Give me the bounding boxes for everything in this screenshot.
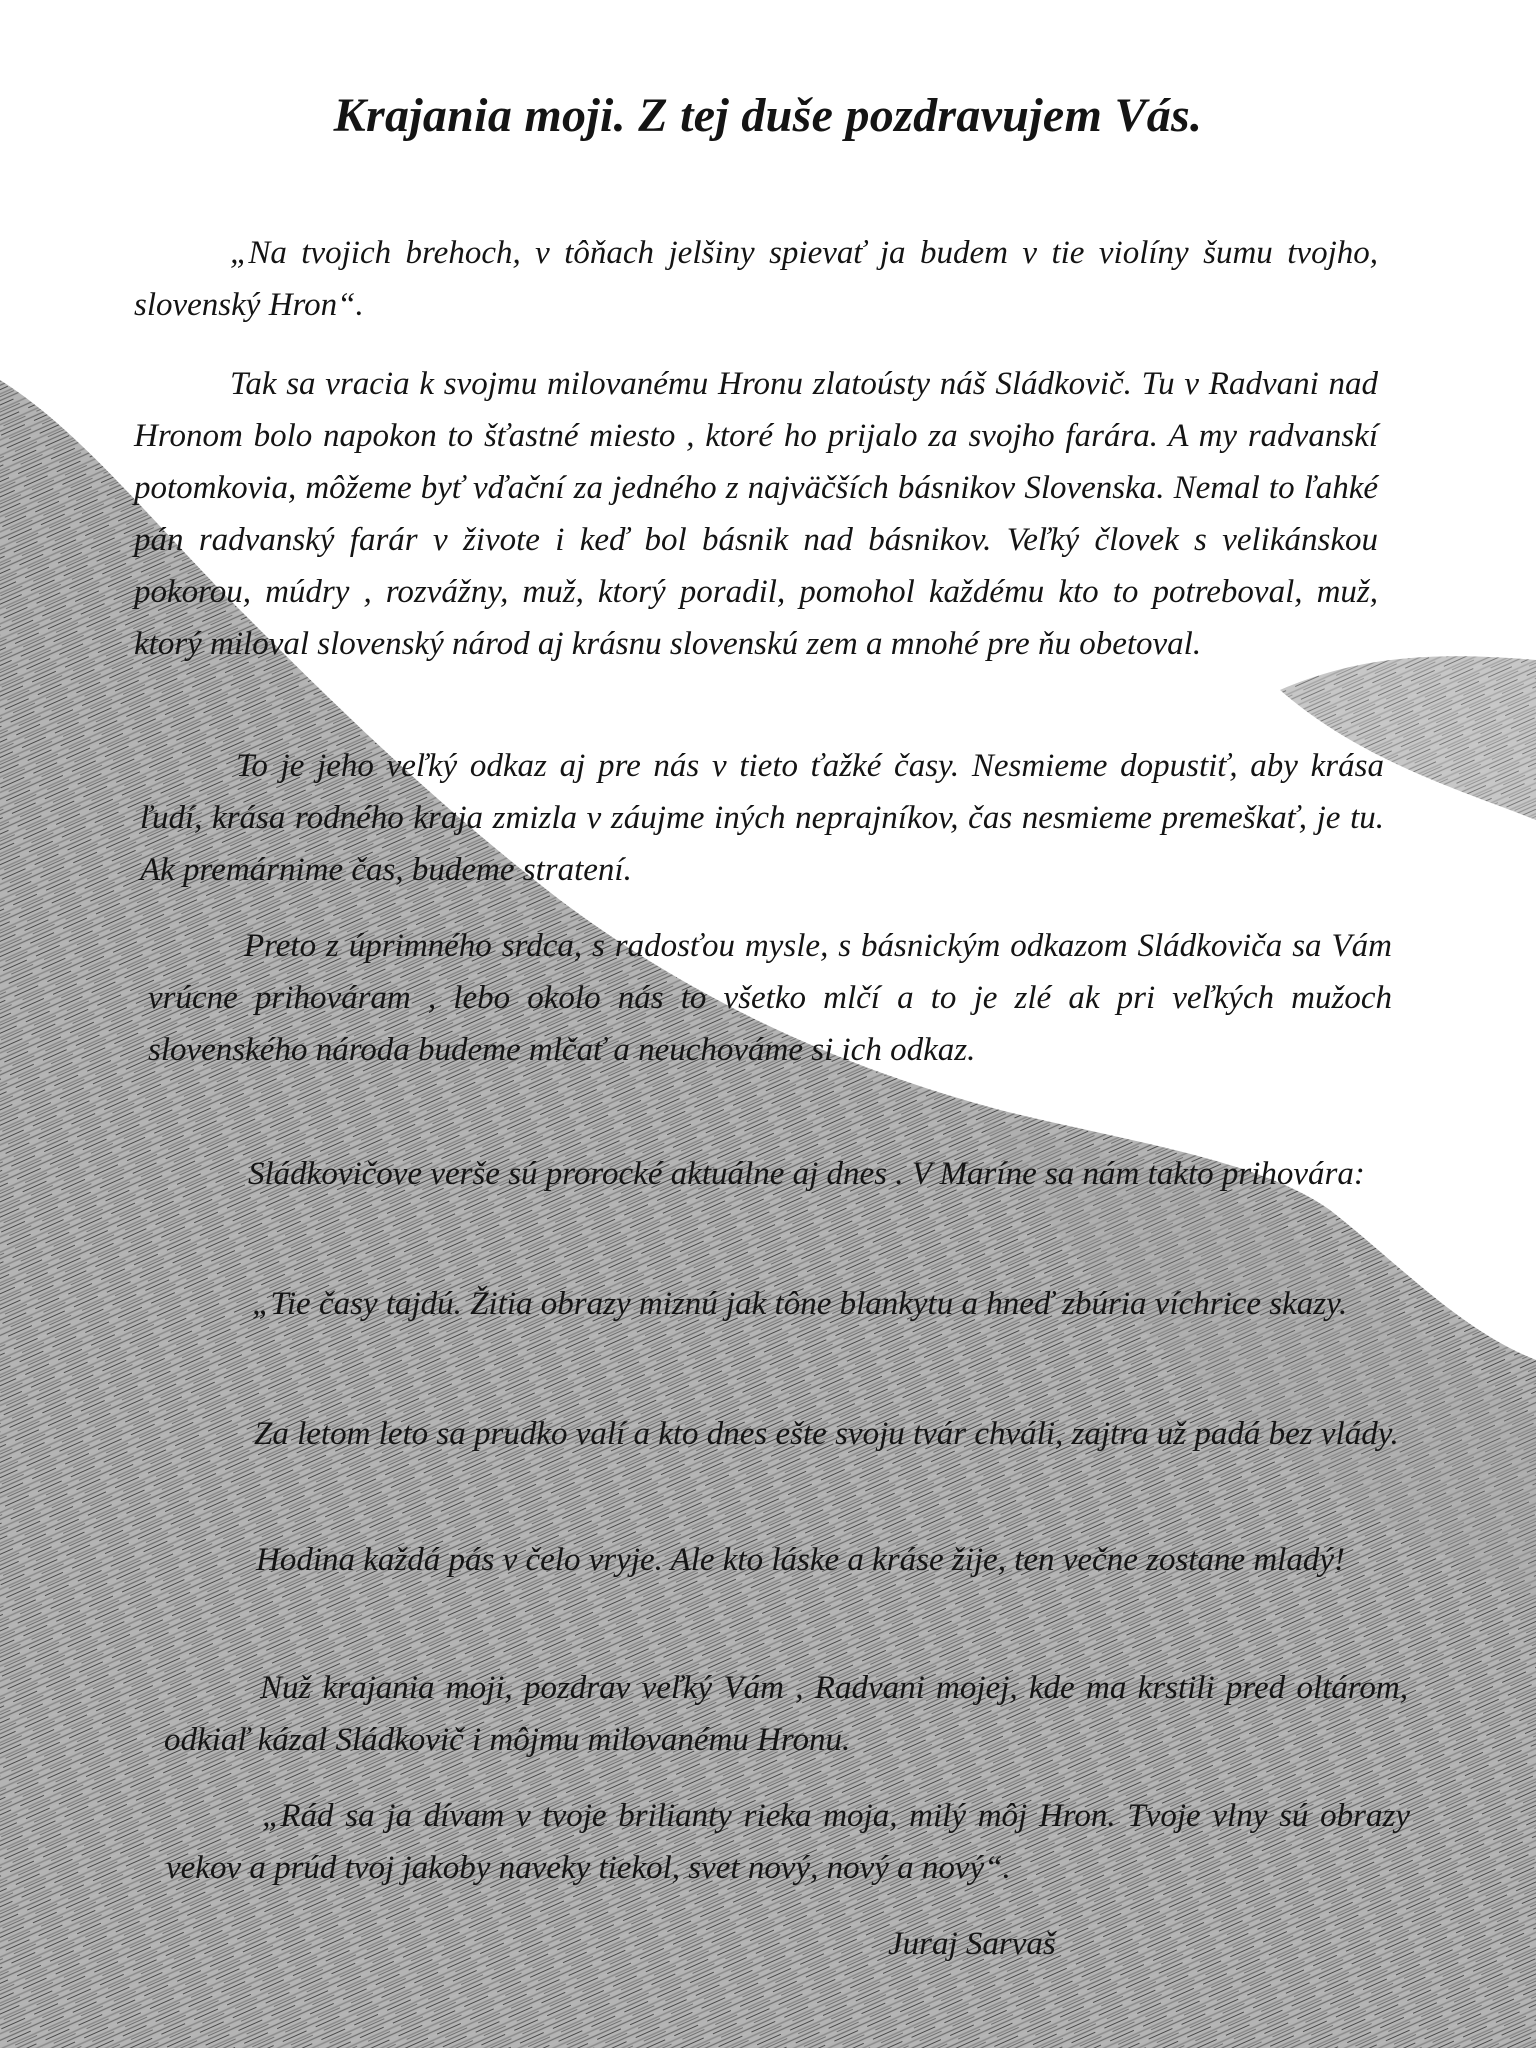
verse-paragraph-1: „Tie časy tajdú. Žitia obrazy miznú jak tône blankytu a hneď zbúria víchrice skazy. [252, 1286, 1348, 1322]
closing-quote-paragraph: „Rád sa ja dívam v tvoje brilianty rieka moja, milý môj Hron. Tvoje vlny sú obrazy vekov a prúd tvoj jakoby naveky tiekol, svet nový, nový a nový“. [166, 1798, 1410, 1886]
letter-paragraph-3: To je jeho veľký odkaz aj pre nás v tieto ťažké časy. Nesmieme dopustiť, aby krása ľudí, krása rodného kraja zmizla v záujme iných neprajníkov, čas nesmieme premeškať, je tu. Ak premárnime čas, budeme stratení. [140, 748, 1384, 888]
letter-paragraph-4: Preto z úprimného srdca, s radosťou mysle, s básnickým odkazom Sládkoviča sa Vám vrúcne prihováram , lebo okolo nás to všetko mlčí a to je zlé ak pri veľkých mužoch slovenského národa budeme mlčať a neuchováme si ich odkaz. [148, 928, 1392, 1068]
letter-paragraph-6: Nuž krajania moji, pozdrav veľký Vám , Radvani mojej, kde ma krstili pred oltárom, odkiaľ kázal Sládkovič i môjmu milovanému Hronu. [164, 1670, 1408, 1758]
letter-paragraph-1: „Na tvojich brehoch, v tôňach jelšiny spievať ja budem v tie violíny šumu tvojho, slovenský Hron“. [134, 235, 1378, 323]
verse-paragraph-2: Za letom leto sa prudko valí a kto dnes ešte svoju tvár chváli, zajtra už padá bez vlády. [254, 1416, 1399, 1452]
letter-paragraph-2: Tak sa vracia k svojmu milovanému Hronu zlatoústy náš Sládkovič. Tu v Radvani nad Hronom bolo napokon to šťastné miesto , ktoré ho prijalo za svojho farára. A my radvanskí potomkovia, môžeme byť vďační za jedného z najväčších básnikov Slovenska. Nemal to ľahké pán radvanský farár v živote i keď bol básnik nad básnikov. Veľký človek s velikánskou pokorou, múdry , rozvážny, muž, ktorý poradil, pomohol každému kto to potreboval, muž, ktorý miloval slovenský národ aj krásnu slovenskú zem a mnohé pre ňu obetoval. [134, 366, 1378, 662]
signature: Juraj Sarvaš [888, 1926, 1056, 1962]
letter-paragraph-5: Sládkovičove verše sú prorocké aktuálne aj dnes . V Maríne sa nám takto prihovára: [248, 1156, 1365, 1192]
verse-paragraph-3: Hodina každá pás v čelo vryje. Ale kto láske a kráse žije, ten večne zostane mladý! [256, 1542, 1345, 1578]
letter-title: Krajania moji. Z tej duše pozdravujem Vás. [333, 89, 1203, 142]
